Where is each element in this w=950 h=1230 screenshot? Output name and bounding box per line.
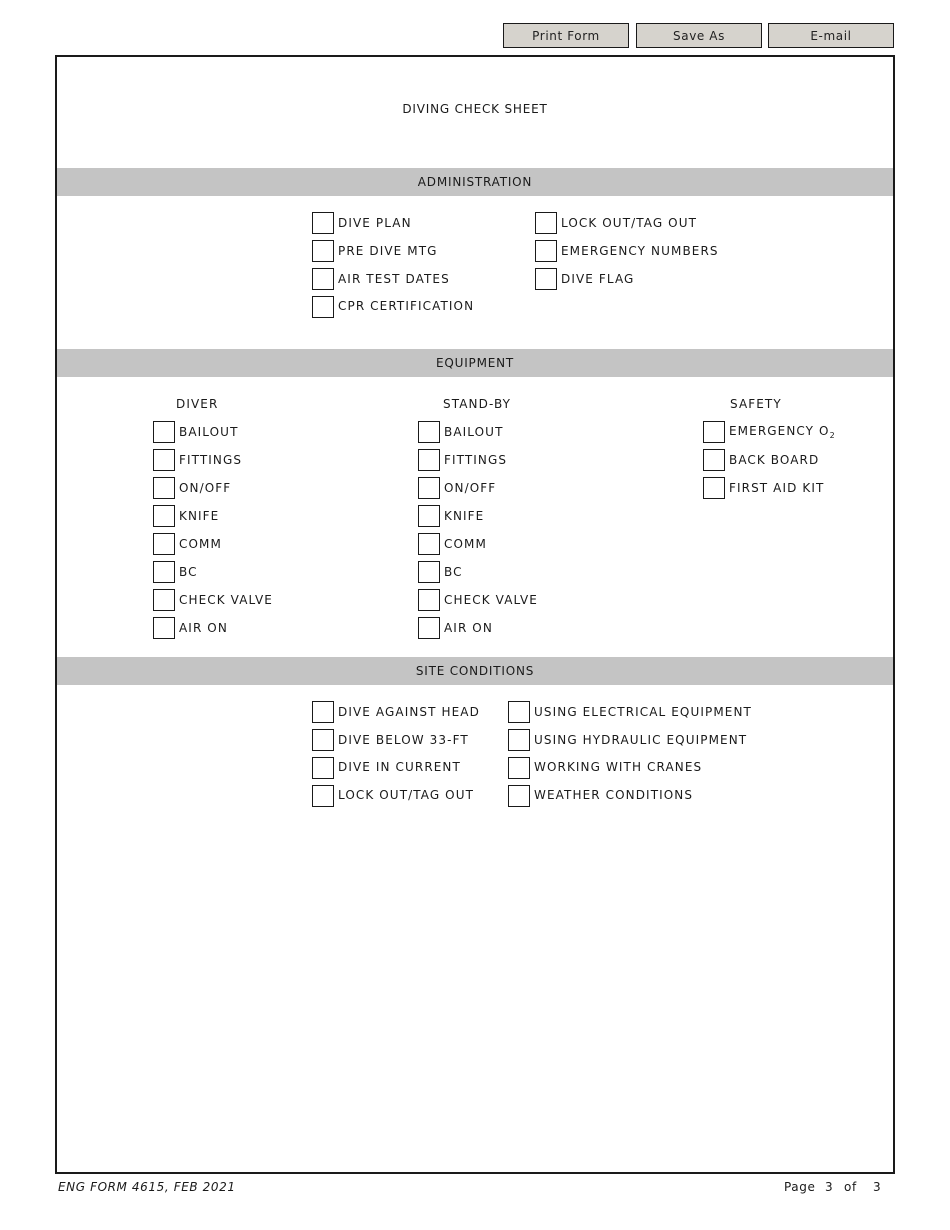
print-form-button[interactable]: Print Form	[503, 23, 629, 48]
checkbox-standby-comm[interactable]	[418, 533, 440, 555]
checkbox-first-aid-kit[interactable]	[703, 477, 725, 499]
checkbox-label: FITTINGS	[179, 453, 243, 467]
checkbox-back-board[interactable]	[703, 449, 725, 471]
checkbox-label: EMERGENCY NUMBERS	[561, 244, 719, 258]
checkbox-label: BAILOUT	[444, 425, 504, 439]
checkbox-label: BACK BOARD	[729, 453, 820, 467]
section-header-administration: ADMINISTRATION	[57, 168, 893, 196]
checkbox-diver-check-valve[interactable]	[153, 589, 175, 611]
checkbox-emergency-o2[interactable]	[703, 421, 725, 443]
checkbox-diver-fittings[interactable]	[153, 449, 175, 471]
checkbox-label: PRE DIVE MTG	[338, 244, 438, 258]
checkbox-weather-conditions[interactable]	[508, 785, 530, 807]
page-label: Page	[784, 1180, 816, 1194]
section-header-site-conditions: SITE CONDITIONS	[57, 657, 893, 685]
checkbox-label: CHECK VALVE	[444, 593, 538, 607]
checkbox-label: LOCK OUT/TAG OUT	[561, 216, 698, 230]
checkbox-label: BC	[179, 565, 198, 579]
checkbox-label: DIVE AGAINST HEAD	[338, 705, 480, 719]
column-heading-diver: DIVER	[176, 397, 219, 411]
checkbox-label: USING HYDRAULIC EQUIPMENT	[534, 733, 748, 747]
checkbox-label: AIR TEST DATES	[338, 272, 450, 286]
column-heading-safety: SAFETY	[730, 397, 782, 411]
checkbox-emergency-numbers[interactable]	[535, 240, 557, 262]
checkbox-standby-fittings[interactable]	[418, 449, 440, 471]
form-id: ENG FORM 4615, FEB 2021	[58, 1180, 236, 1194]
checkbox-label: ON/OFF	[179, 481, 232, 495]
checkbox-site-lock-out-tag-out[interactable]	[312, 785, 334, 807]
checkbox-label: DIVE IN CURRENT	[338, 760, 461, 774]
page-of-label: of	[844, 1180, 857, 1194]
checkbox-standby-check-valve[interactable]	[418, 589, 440, 611]
checkbox-diver-comm[interactable]	[153, 533, 175, 555]
checkbox-label: FITTINGS	[444, 453, 508, 467]
checkbox-label: EMERGENCY $O_2$	[729, 424, 835, 440]
checkbox-label: FIRST AID KIT	[729, 481, 825, 495]
checkbox-label: CPR CERTIFICATION	[338, 299, 475, 313]
checkbox-lock-out-tag-out[interactable]	[535, 212, 557, 234]
checkbox-label: COMM	[179, 537, 222, 551]
checkbox-diver-bailout[interactable]	[153, 421, 175, 443]
checkbox-label: ON/OFF	[444, 481, 497, 495]
checkbox-label: KNIFE	[444, 509, 485, 523]
save-as-button[interactable]: Save As	[636, 23, 762, 48]
checkbox-standby-on-off[interactable]	[418, 477, 440, 499]
checkbox-dive-flag[interactable]	[535, 268, 557, 290]
column-heading-stand-by: STAND-BY	[443, 397, 512, 411]
checkbox-label: AIR ON	[444, 621, 493, 635]
checkbox-label: DIVE BELOW 33-FT	[338, 733, 469, 747]
checkbox-standby-bailout[interactable]	[418, 421, 440, 443]
checkbox-label: DIVE PLAN	[338, 216, 412, 230]
checkbox-pre-dive-mtg[interactable]	[312, 240, 334, 262]
checkbox-diver-air-on[interactable]	[153, 617, 175, 639]
checkbox-label: COMM	[444, 537, 487, 551]
checkbox-diver-on-off[interactable]	[153, 477, 175, 499]
checkbox-label: WORKING WITH CRANES	[534, 760, 703, 774]
email-button[interactable]: E-mail	[768, 23, 894, 48]
checkbox-diver-bc[interactable]	[153, 561, 175, 583]
form-frame	[55, 55, 895, 1174]
checkbox-dive-in-current[interactable]	[312, 757, 334, 779]
checkbox-dive-plan[interactable]	[312, 212, 334, 234]
checkbox-label: BAILOUT	[179, 425, 239, 439]
checkbox-diver-knife[interactable]	[153, 505, 175, 527]
checkbox-standby-knife[interactable]	[418, 505, 440, 527]
checkbox-label: WEATHER CONDITIONS	[534, 788, 694, 802]
checkbox-dive-below-33ft[interactable]	[312, 729, 334, 751]
section-header-equipment: EQUIPMENT	[57, 349, 893, 377]
checkbox-label: BC	[444, 565, 463, 579]
checkbox-using-hydraulic-equipment[interactable]	[508, 729, 530, 751]
page-total: 3	[873, 1180, 882, 1194]
checkbox-label: LOCK OUT/TAG OUT	[338, 788, 475, 802]
checkbox-air-test-dates[interactable]	[312, 268, 334, 290]
checkbox-label: CHECK VALVE	[179, 593, 273, 607]
checkbox-label: DIVE FLAG	[561, 272, 635, 286]
checkbox-label: KNIFE	[179, 509, 220, 523]
form-title: DIVING CHECK SHEET	[402, 102, 548, 116]
page-current: 3	[825, 1180, 834, 1194]
checkbox-using-electrical-equipment[interactable]	[508, 701, 530, 723]
checkbox-standby-air-on[interactable]	[418, 617, 440, 639]
checkbox-label: USING ELECTRICAL EQUIPMENT	[534, 705, 752, 719]
checkbox-working-with-cranes[interactable]	[508, 757, 530, 779]
checkbox-standby-bc[interactable]	[418, 561, 440, 583]
checkbox-label: AIR ON	[179, 621, 228, 635]
checkbox-dive-against-head[interactable]	[312, 701, 334, 723]
checkbox-cpr-certification[interactable]	[312, 296, 334, 318]
